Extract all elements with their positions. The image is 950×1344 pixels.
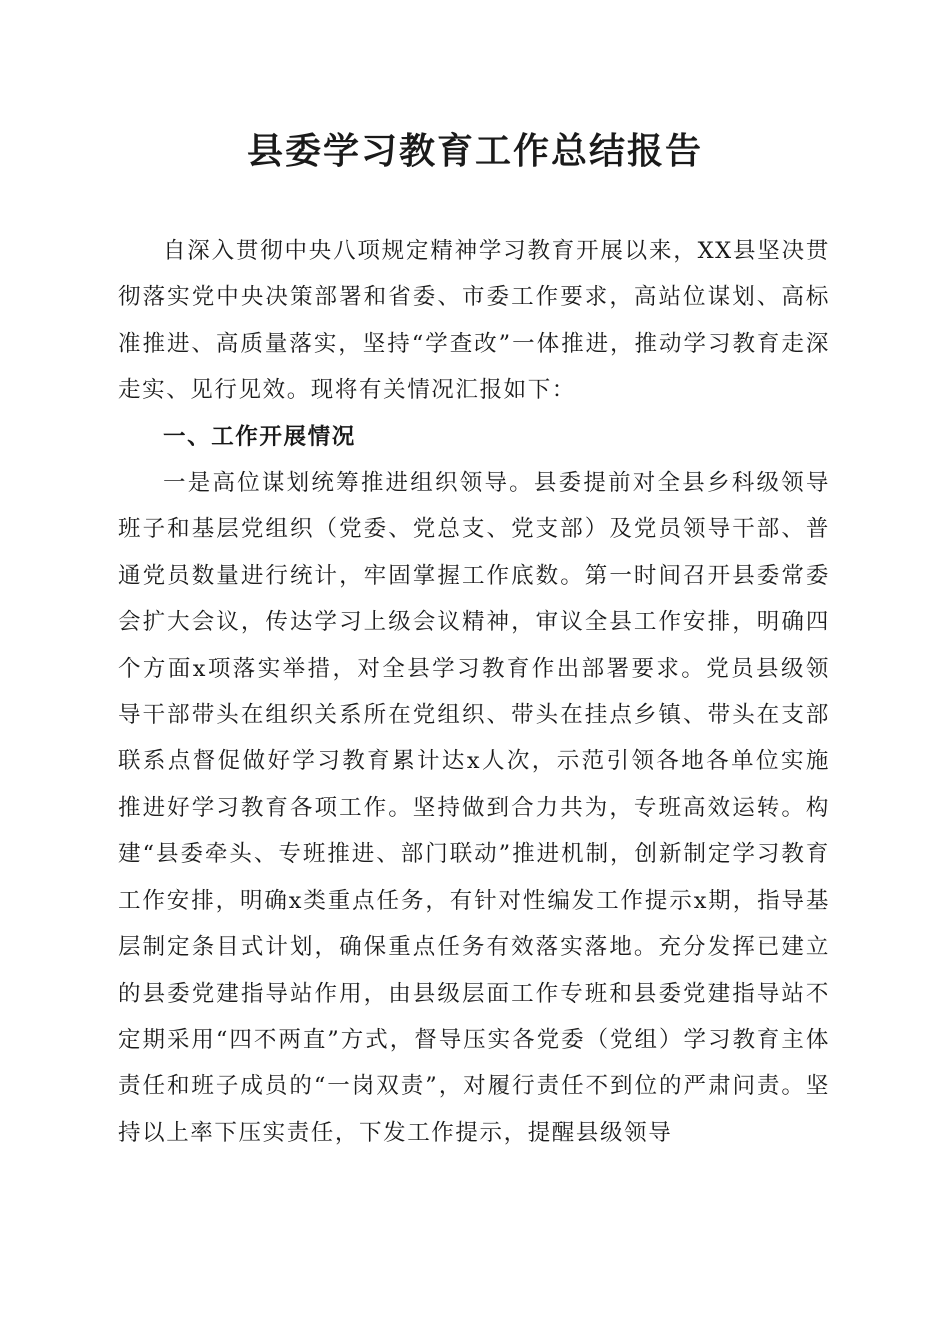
document-body [118, 228, 830, 1156]
document-title: 县委学习教育工作总结报告 [246, 130, 703, 172]
section-heading: 一、工作开展情况 [163, 423, 356, 450]
intro-paragraph: 自深入贯彻中央八项规定精神学习教育开展以来，XX县坚决贯彻落实党中央决策部署和省委、市委工作要求，高站位谋划、高标准推进、高质量落实，坚持“学查改”一体推进，推动学习教育走深走实、见行见效。现将有关情况汇报如下： [118, 238, 830, 404]
body-paragraph: 一是高位谋划统筹推进组织领导。县委提前对全县乡科级领导班子和基层党组织（党委、党总支、党支部）及党员领导干部、普通党员数量进行统计，牢固掌握工作底数。第一时间召开县委常委会扩大会议，传达学习上级会议精神，审议全县工作安排，明确四个方面x项落实举措，对全县学习教育作出部署要求。党员县级领导干部带头在组织关系所在党组织、带头在挂点乡镇、带头在支部联系点督促做好学习教育累计达x人次，示范引领各地各单位实施推进好学习教育各项工作。坚持做到合力共为，专班高效运转。构建“县委牵头、专班推进、部门联动”推进机制，创新制定学习教育工作安排，明确x类重点任务，有针对性编发工作提示x期，指导基层制定条目式计划，确保重点任务有效落实落地。充分发挥已建立的县委党建指导站作用，由县级层面工作专班和县委党建指导站不定期采用“四不两直”方式，督导压实各党委（党组）学习教育主体责任和班子成员的“一岗双责”，对履行责任不到位的严肃问责。坚持以上率下压实责任，下发工作提示，提醒县级领导 [118, 470, 830, 1146]
